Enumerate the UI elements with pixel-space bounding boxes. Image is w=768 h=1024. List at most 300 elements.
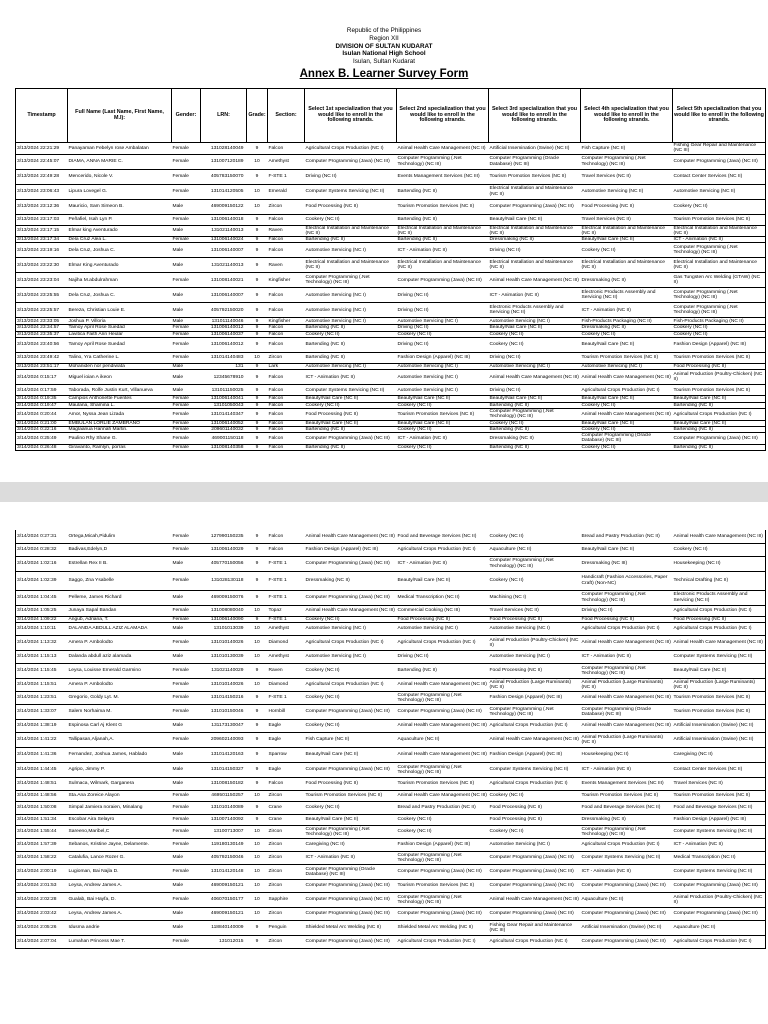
cell-grade: 9 xyxy=(247,396,268,402)
cell-spec-1: Food Processing (NC II) xyxy=(305,408,397,420)
cell-lrn: 131021140029 xyxy=(201,663,247,678)
cell-grade: 9 xyxy=(247,426,268,432)
table-row xyxy=(16,704,766,719)
cell-spec-5: Computer Programming (.Net Technology) (NC III) xyxy=(673,303,766,318)
cell-spec-4: ICT - Animation (NC II) xyxy=(581,650,673,663)
table-row xyxy=(16,444,766,450)
cell-spec-5: Animal Production (Large Ruminants) (NC II) xyxy=(673,678,766,691)
cell-section: Zircon xyxy=(268,838,305,851)
cell-spec-5: Computer Programming (Java) (NC III) xyxy=(673,154,766,169)
cell-lrn: 469009150122 xyxy=(201,199,247,214)
cell-timestamp: 3/14/2024 1:10:11 xyxy=(16,622,68,635)
cell-lrn: 13101013039 xyxy=(201,622,247,635)
cell-timestamp: 3/13/2024 22:21:29 xyxy=(16,143,68,155)
cell-spec-2: Beauty/Nail Care (NC II) xyxy=(397,396,489,402)
table-row xyxy=(16,622,766,635)
cell-timestamp: 3/14/2024 0:20:44 xyxy=(16,408,68,420)
cell-gender: Female xyxy=(172,838,201,851)
cell-spec-5: Agricultural Crops Production (NC I) xyxy=(673,935,766,948)
cell-spec-5: Tourism Promotion Services (NC II) xyxy=(673,214,766,225)
table-row xyxy=(16,879,766,892)
cell-spec-3: Artificial Insemination (Swine) (NC II) xyxy=(489,143,581,155)
table-row xyxy=(16,719,766,732)
form-title: Annex B. Learner Survey Form xyxy=(299,67,469,80)
cell-gender: Male xyxy=(172,879,201,892)
cell-grade: 9 xyxy=(247,691,268,704)
cell-grade: 9 xyxy=(247,225,268,237)
cell-gender: Male xyxy=(172,199,201,214)
cell-timestamp: 3/14/2024 1:48:51 xyxy=(16,777,68,790)
table-row xyxy=(16,732,766,747)
cell-spec-2: Automotive Servicing (NC I) xyxy=(397,370,489,385)
cell-spec-1: Animal Health Care Management (NC III) xyxy=(305,605,397,616)
cell-spec-2: Computer Programming (Java) (NC III) xyxy=(397,704,489,719)
survey-table-2 xyxy=(15,530,766,949)
cell-spec-2: Fashion Design (Apparel) (NC III) xyxy=(397,838,489,851)
cell-spec-4: Computer Programming (.Net Technology) (NC III) xyxy=(581,663,673,678)
cell-lrn: 469009150076 xyxy=(201,590,247,605)
cell-grade: 9 xyxy=(247,747,268,762)
cell-spec-5: ICT - Animation (NC II) xyxy=(673,237,766,243)
cell-lrn: 209601140032 xyxy=(201,426,247,432)
cell-spec-3: ICT - Animation (NC II) xyxy=(489,288,581,303)
cell-grade: 9 xyxy=(247,288,268,303)
cell-full-name: Najiha M.abdulrahman xyxy=(68,273,172,288)
cell-spec-3: Computer Programming (Oracle Database) (NC III) xyxy=(489,154,581,169)
cell-spec-5: Fashion Design (Apparel) (NC III) xyxy=(673,814,766,825)
cell-spec-5: Fishing Gear Repair and Maintenance (NC III) xyxy=(673,143,766,155)
cell-section: F-STE 1 xyxy=(268,571,305,590)
cell-section: Falcon xyxy=(268,143,305,155)
cell-spec-5: Bartending (NC II) xyxy=(673,426,766,432)
cell-spec-1: Cookery (NC II) xyxy=(305,616,397,622)
cell-spec-2: Events Management Services (NC III) xyxy=(397,169,489,184)
cell-timestamp: 3/14/2024 1:15:45 xyxy=(16,663,68,678)
cell-full-name: Pelleme, James Richard xyxy=(68,590,172,605)
cell-spec-3: Bartending (NC II) xyxy=(489,402,581,408)
cell-spec-2: Aquaculture (NC II) xyxy=(397,732,489,747)
table-row xyxy=(16,571,766,590)
cell-spec-4: Agricultural Crops Production (NC I) xyxy=(581,385,673,396)
cell-timestamp: 3/14/2024 0:19:47 xyxy=(16,402,68,408)
cell-full-name: Maulana, Shamina L. xyxy=(68,402,172,408)
cell-spec-2: Computer Programming (.Net Technology) (NC III) xyxy=(397,851,489,864)
cell-spec-3: Computer Programming (.Net Technology) (NC III) xyxy=(489,556,581,571)
cell-full-name: Sareeno,Maribel,C xyxy=(68,825,172,838)
cell-spec-1: Bartending (NC II) xyxy=(305,325,397,331)
cell-lrn: 13101050043 xyxy=(201,402,247,408)
cell-gender: Female xyxy=(172,892,201,907)
cell-gender: Female xyxy=(172,678,201,691)
cell-grade: 10 xyxy=(247,184,268,199)
cell-spec-1: Bartending (NC II) xyxy=(305,426,397,432)
cell-gender: Female xyxy=(172,704,201,719)
cell-spec-1: Computer Programming (Java) (NC III) xyxy=(305,907,397,920)
column-header-full-name: Full Name (Last Name, First Name, M.I): xyxy=(68,89,172,143)
cell-spec-4: Cookery (NC II) xyxy=(581,243,673,258)
cell-grade: 9 xyxy=(247,385,268,396)
table-row xyxy=(16,385,766,396)
cell-gender: Male xyxy=(172,907,201,920)
cell-spec-3: Beauty/Nail Care (NC II) xyxy=(489,325,581,331)
cell-grade: 9 xyxy=(247,364,268,370)
cell-lrn: 131014140483 xyxy=(201,353,247,364)
cell-spec-5: Aquaculture (NC II) xyxy=(673,920,766,935)
cell-spec-1: Cookery (NC II) xyxy=(305,719,397,732)
cell-spec-2: ICT - Animation (NC II) xyxy=(397,243,489,258)
cell-section: Falcon xyxy=(268,325,305,331)
cell-spec-2: Computer Programming (Java) (NC III) xyxy=(397,273,489,288)
cell-lrn: 131014140347 xyxy=(201,408,247,420)
cell-spec-3: Computer Programming (Java) (NC III) xyxy=(489,199,581,214)
cell-spec-4: Dressmaking (NC II) xyxy=(581,325,673,331)
cell-spec-1: Computer Programming (Java) (NC III) xyxy=(305,762,397,777)
cell-spec-5: Travel Services (NC II) xyxy=(673,777,766,790)
cell-spec-5: Animal Health Care Management (NC III) xyxy=(673,530,766,543)
cell-spec-1: Fashion Design (Apparel) (NC III) xyxy=(305,543,397,556)
column-header-spec-1: Select 1st specialization that you would like to enroll in the following strands. xyxy=(305,89,397,143)
cell-spec-1: Automotive Servicing (NC I) xyxy=(305,650,397,663)
cell-full-name: Catalufia, Lance Rozer G. xyxy=(68,851,172,864)
cell-gender: Male xyxy=(172,318,201,325)
cell-timestamp: 3/14/2024 1:38:19 xyxy=(16,719,68,732)
column-header-spec-4: Select 4th specialization that you would like to enroll in the following strands. xyxy=(581,89,673,143)
cell-full-name: Miguel ioian A ikeon xyxy=(68,370,172,385)
cell-spec-4: Computer Programming (Java) (NC III) xyxy=(581,879,673,892)
cell-spec-3: Dressmaking (NC II) xyxy=(489,237,581,243)
cell-gender: Female xyxy=(172,325,201,331)
cell-spec-5: Fashion Design (Apparel) (NC III) xyxy=(673,338,766,353)
cell-spec-1: Bartending (NC II) xyxy=(305,237,397,243)
cell-lrn: 131006140037 xyxy=(201,331,247,337)
cell-spec-4: Housekeeping (NC II) xyxy=(581,747,673,762)
cell-spec-2: Driving (NC II) xyxy=(397,303,489,318)
cell-full-name: Simpal Jamiera noraien, Minalang xyxy=(68,801,172,814)
cell-grade: 9 xyxy=(247,719,268,732)
cell-timestamp: 3/13/2024 22:49:28 xyxy=(16,169,68,184)
cell-section: Raven xyxy=(268,663,305,678)
cell-section: Falcon xyxy=(268,214,305,225)
cell-full-name: Espinosa Carl Aj Klent G xyxy=(68,719,172,732)
cell-lrn: 469001150118 xyxy=(201,433,247,445)
table-row xyxy=(16,851,766,864)
cell-spec-3: Computer Programming (Java) (NC III) xyxy=(489,864,581,879)
cell-grade: 9 xyxy=(247,243,268,258)
cell-spec-2: ICT - Animation (NC II) xyxy=(397,433,489,445)
cell-spec-4: Computer Programming (.Net Technology) (NC III) xyxy=(581,154,673,169)
cell-spec-3: Automotive Servicing (NC I) xyxy=(489,838,581,851)
table-row xyxy=(16,273,766,288)
cell-timestamp: 3/13/2024 23:25:57 xyxy=(16,303,68,318)
cell-spec-1: Cookery (NC II) xyxy=(305,331,397,337)
cell-lrn: 131008150182 xyxy=(201,777,247,790)
cell-gender: Male xyxy=(172,762,201,777)
cell-timestamp: 3/14/2024 0:21:00 xyxy=(16,420,68,426)
cell-full-name: Dela Cruz, Joshua C. xyxy=(68,243,172,258)
cell-spec-3: Driving (NC II) xyxy=(489,353,581,364)
cell-full-name: Peñafiel, Isah Lyn P. xyxy=(68,214,172,225)
cell-spec-4: Electrical Installation and Maintenance (NC II) xyxy=(581,225,673,237)
table-row xyxy=(16,154,766,169)
cell-spec-5: Automotive Servicing (NC II) xyxy=(673,184,766,199)
table-row xyxy=(16,777,766,790)
cell-section: Falcon xyxy=(268,543,305,556)
cell-spec-1: Shielded Metal Arc Welding (NC II) xyxy=(305,920,397,935)
cell-grade: 10 xyxy=(247,907,268,920)
cell-grade: 9 xyxy=(247,920,268,935)
cell-lrn: 131011140046 xyxy=(201,318,247,325)
cell-spec-2: Bartending (NC II) xyxy=(397,237,489,243)
cell-gender: Male xyxy=(172,364,201,370)
cell-spec-5: Medical Transcription (NC II) xyxy=(673,851,766,864)
cell-gender: Female xyxy=(172,663,201,678)
cell-spec-2: Tourism Promotion Services (NC II) xyxy=(397,199,489,214)
cell-full-name: Paulino Rhy Shane G. xyxy=(68,433,172,445)
cell-spec-1: Bartending (NC II) xyxy=(305,338,397,353)
cell-spec-4: Food Processing (NC II) xyxy=(581,199,673,214)
cell-spec-4: Tourism Promotion Services (NC II) xyxy=(581,353,673,364)
cell-full-name: Tamoy April Rose Suedad xyxy=(68,325,172,331)
cell-timestamp: 3/14/2024 1:09:22 xyxy=(16,616,68,622)
cell-section: Raven xyxy=(268,258,305,273)
cell-spec-2: Beauty/Nail Care (NC II) xyxy=(397,420,489,426)
cell-timestamp: 3/13/2024 23:34:57 xyxy=(16,325,68,331)
cell-section: Zircon xyxy=(268,935,305,948)
cell-grade: 10 xyxy=(247,199,268,214)
cell-full-name: Campios Anthonette Fuentes xyxy=(68,396,172,402)
column-header-spec-2: Select 2nd specialization that you would like to enroll in the following strands. xyxy=(397,89,489,143)
cell-spec-2: Animal Health Care Management (NC II) xyxy=(397,143,489,155)
cell-spec-5: Agricultural Crops Production (NC I) xyxy=(673,605,766,616)
cell-section: Lark xyxy=(268,364,305,370)
cell-spec-5: Computer Programming (Java) (NC III) xyxy=(673,879,766,892)
cell-spec-3: Beauty/Nail Care (NC II) xyxy=(489,214,581,225)
cell-spec-3: Computer Programming (Java) (NC III) xyxy=(489,879,581,892)
cell-gender: Female xyxy=(172,543,201,556)
cell-grade: 9 xyxy=(247,237,268,243)
cell-spec-5: Computer Systems Servicing (NC II) xyxy=(673,864,766,879)
cell-gender: Male xyxy=(172,777,201,790)
cell-gender: Female xyxy=(172,801,201,814)
cell-spec-4: Food and Beverage Services (NC II) xyxy=(581,801,673,814)
cell-spec-4: Cookery (NC II) xyxy=(581,402,673,408)
cell-timestamp: 3/14/2024 1:15:13 xyxy=(16,650,68,663)
cell-spec-5: Food Processing (NC II) xyxy=(673,364,766,370)
cell-spec-1: ICT - Animation (NC II) xyxy=(305,370,397,385)
cell-full-name: Mencerido, Nicole V. xyxy=(68,169,172,184)
cell-spec-1: Cookery (NC II) xyxy=(305,801,397,814)
cell-spec-4: Cookery (NC II) xyxy=(581,444,673,450)
cell-spec-3: Automotive Servicing (NC I) xyxy=(489,650,581,663)
cell-spec-5: Tourism Promotion Services (NC II) xyxy=(673,385,766,396)
cell-gender: Male xyxy=(172,556,201,571)
cell-grade: 9 xyxy=(247,303,268,318)
cell-timestamp: 3/13/2024 23:17:15 xyxy=(16,225,68,237)
cell-grade: 9 xyxy=(247,543,268,556)
cell-spec-5: Contact Center Services (NC II) xyxy=(673,762,766,777)
cell-gender: Male xyxy=(172,370,201,385)
cell-spec-2: Bartending (NC II) xyxy=(397,663,489,678)
cell-section: Falcon xyxy=(268,370,305,385)
cell-timestamp: 3/13/2024 23:35:37 xyxy=(16,331,68,337)
cell-spec-5: Tourism Promotion Services (NC II) xyxy=(673,691,766,704)
cell-section: Falcon xyxy=(268,243,305,258)
cell-spec-1: Fish Capture (NC II) xyxy=(305,732,397,747)
cell-spec-5: Gas Tungsten Arc Welding (GTAW) (NC II) xyxy=(673,273,766,288)
cell-spec-3: Computer Programming (Java) (NC III) xyxy=(489,907,581,920)
cell-spec-4: Travel Services (NC II) xyxy=(581,169,673,184)
cell-spec-5: Tourism Promotion Services (NC II) xyxy=(673,353,766,364)
cell-lrn: 131008080040 xyxy=(201,605,247,616)
cell-timestamp: 3/13/2024 23:12:36 xyxy=(16,199,68,214)
cell-spec-5: Electronic Products Assembly and Servicing (NC II) xyxy=(673,590,766,605)
cell-spec-1: Beauty/Nail Care (NC II) xyxy=(305,747,397,762)
cell-spec-1: Bartending (NC II) xyxy=(305,444,397,450)
cell-spec-4: Fish-Products Packaging (NC II) xyxy=(581,318,673,325)
cell-gender: Male xyxy=(172,258,201,273)
cell-spec-5: Cookery (NC II) xyxy=(673,331,766,337)
cell-spec-3: Bartending (NC II) xyxy=(489,444,581,450)
cell-spec-4: Beauty/Nail Care (NC II) xyxy=(581,543,673,556)
cell-section: Zircon xyxy=(268,199,305,214)
cell-spec-4: Handicraft (Fashion Accessories, Paper Craft) (Non-NC) xyxy=(581,571,673,590)
cell-full-name: Amera P. Ambolodto xyxy=(68,635,172,650)
cell-spec-5: Food and Beverage Services (NC II) xyxy=(673,801,766,814)
cell-spec-3: Food Processing (NC II) xyxy=(489,814,581,825)
cell-spec-4: Animal Health Care Management (NC III) xyxy=(581,719,673,732)
cell-lrn: 405783150070 xyxy=(201,169,247,184)
cell-timestamp: 3/14/2024 2:02:28 xyxy=(16,892,68,907)
cell-full-name: Maglaanua Hannah Martin. xyxy=(68,426,172,432)
table-row xyxy=(16,303,766,318)
cell-full-name: Sebanos, Kristine Jayne, Delamente. xyxy=(68,838,172,851)
header-location: Isulan, Sultan Kudarat xyxy=(353,58,415,66)
cell-spec-4: Animal Production (Large Ruminants) (NC II) xyxy=(581,678,673,691)
cell-gender: Female xyxy=(172,408,201,420)
cell-grade: 9 xyxy=(247,590,268,605)
cell-spec-4: Beauty/Nail Care (NC II) xyxy=(581,237,673,243)
cell-spec-1: Beauty/Nail Care (NC II) xyxy=(305,814,397,825)
cell-lrn: 131173130047 xyxy=(201,719,247,732)
cell-timestamp: 3/13/2024 23:17:34 xyxy=(16,237,68,243)
cell-gender: Male xyxy=(172,590,201,605)
table-row xyxy=(16,907,766,920)
cell-spec-5: Housekeeping (NC II) xyxy=(673,556,766,571)
cell-full-name: Giravanto, Ramlyn, porras xyxy=(68,444,172,450)
cell-spec-1: Cookery (NC II) xyxy=(305,402,397,408)
cell-gender: Female xyxy=(172,143,201,155)
cell-gender: Female xyxy=(172,402,201,408)
cell-spec-3: Fashion Design (Apparel) (NC III) xyxy=(489,747,581,762)
cell-lrn: 405770150056 xyxy=(201,556,247,571)
table-row xyxy=(16,825,766,838)
cell-spec-2: Computer Programming (.Net Technology) (NC III) xyxy=(397,154,489,169)
table-row xyxy=(16,801,766,814)
cell-full-name: Fernandez, Joshua James, Hablado xyxy=(68,747,172,762)
cell-timestamp: 3/14/2024 0:28:32 xyxy=(16,543,68,556)
cell-spec-5: Beauty/Nail Care (NC II) xyxy=(673,396,766,402)
cell-section: Falcon xyxy=(268,338,305,353)
cell-full-name: Mauricio, Sam Simeon B. xyxy=(68,199,172,214)
cell-spec-5: Computer Programming (.Net Technology) (NC III) xyxy=(673,243,766,258)
cell-lrn: 131007140092 xyxy=(201,814,247,825)
cell-gender: Female xyxy=(172,825,201,838)
cell-spec-5: Artificial Insemination (Swine) (NC II) xyxy=(673,719,766,732)
cell-spec-1: Caregiving (NC II) xyxy=(305,838,397,851)
cell-timestamp: 3/14/2024 1:41:36 xyxy=(16,747,68,762)
cell-spec-1: Food Processing (NC II) xyxy=(305,777,397,790)
cell-spec-2: Computer Programming (.Net Technology) (NC III) xyxy=(397,892,489,907)
table-row xyxy=(16,556,766,571)
cell-timestamp: 3/13/2024 23:23:04 xyxy=(16,273,68,288)
table-row xyxy=(16,214,766,225)
cell-spec-2: Cookery (NC II) xyxy=(397,331,489,337)
cell-section: Falcon xyxy=(268,426,305,432)
cell-spec-3: Animal Production (Poultry-Chicken) (NC II) xyxy=(489,635,581,650)
cell-gender: Female xyxy=(172,169,201,184)
cell-timestamp: 3/14/2024 1:13:32 xyxy=(16,635,68,650)
cell-full-name: Dela Cruz Alea L. xyxy=(68,237,172,243)
cell-spec-5: Computer Programming (Java) (NC III) xyxy=(673,433,766,445)
cell-spec-3: Fashion Design (Apparel) (NC III) xyxy=(489,691,581,704)
cell-spec-3: Machining (NC I) xyxy=(489,590,581,605)
cell-spec-4: ICT - Animation (NC II) xyxy=(581,762,673,777)
cell-gender: Male xyxy=(172,747,201,762)
cell-gender: Male xyxy=(172,719,201,732)
cell-grade: 9 xyxy=(247,530,268,543)
cell-grade: 9 xyxy=(247,433,268,445)
cell-spec-3: Bartending (NC II) xyxy=(489,426,581,432)
cell-section: Zircon xyxy=(268,790,305,801)
cell-timestamp: 3/14/2024 0:19:35 xyxy=(16,396,68,402)
cell-timestamp: 3/13/2024 23:33:05 xyxy=(16,318,68,325)
cell-section: F-STE 1 xyxy=(268,556,305,571)
cell-section: Sparrow xyxy=(268,747,305,762)
table-row xyxy=(16,543,766,556)
cell-section: Emerald xyxy=(268,184,305,199)
cell-full-name: Talino, Yra Catherine L. xyxy=(68,353,172,364)
cell-grade: 9 xyxy=(247,325,268,331)
cell-full-name: Ortega,Micah,Pidulim xyxy=(68,530,172,543)
cell-timestamp: 3/14/2024 1:05:25 xyxy=(16,605,68,616)
cell-spec-5: Computer Systems Servicing (NC II) xyxy=(673,825,766,838)
cell-spec-3: Agricultural Crops Production (NC I) xyxy=(489,719,581,732)
cell-full-name: Lipura Lovegel G. xyxy=(68,184,172,199)
cell-spec-1: Computer Programming (Java) (NC III) xyxy=(305,892,397,907)
cell-spec-4: Aquaculture (NC II) xyxy=(581,892,673,907)
cell-timestamp: 3/14/2024 0:15:17 xyxy=(16,370,68,385)
cell-spec-1: Automotive Servicing (NC I) xyxy=(305,288,397,303)
cell-spec-1: Automotive Servicing (NC I) xyxy=(305,364,397,370)
document-header xyxy=(0,0,768,66)
cell-timestamp: 3/14/2024 0:17:59 xyxy=(16,385,68,396)
cell-section: Falcon xyxy=(268,237,305,243)
cell-spec-1: Cookery (NC II) xyxy=(305,691,397,704)
cell-grade: 10 xyxy=(247,622,268,635)
table-row xyxy=(16,590,766,605)
table-row xyxy=(16,530,766,543)
cell-spec-2: Shielded Metal Arc Welding (NC II) xyxy=(397,920,489,935)
cell-spec-3: Food Processing (NC II) xyxy=(489,801,581,814)
cell-gender: Female xyxy=(172,338,201,353)
cell-lrn: 131006140052 xyxy=(201,420,247,426)
cell-lrn: 131006140007 xyxy=(201,288,247,303)
cell-spec-5: Computer Programming (Java) (NC III) xyxy=(673,907,766,920)
cell-gender: Female xyxy=(172,935,201,948)
cell-lrn: 469009150121 xyxy=(201,907,247,920)
table-row xyxy=(16,892,766,907)
cell-spec-5: Animal Production (Poultry-Chicken) (NC II) xyxy=(673,892,766,907)
